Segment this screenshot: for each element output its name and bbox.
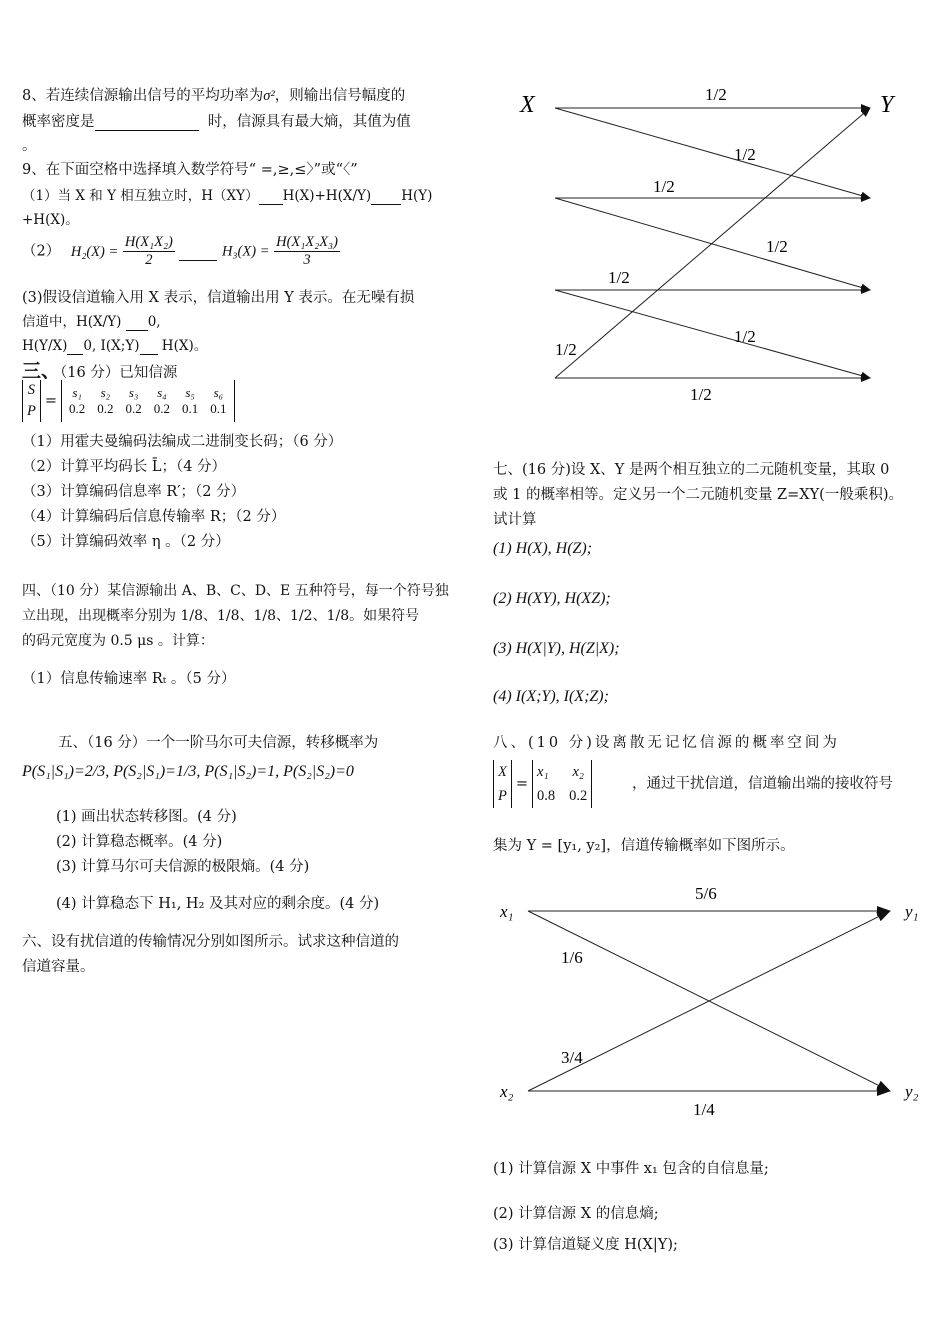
q9-part1-cont: +H(X)。: [22, 212, 79, 228]
q3-item-4: （4）计算编码后信息传输率 R；（2 分）: [22, 509, 286, 525]
edge-h: [555, 108, 870, 378]
q9-blank4[interactable]: [126, 314, 148, 331]
prob-label: 1/6: [561, 948, 583, 967]
q8-item-1: (1) 计算信源 X 中事件 x₁ 包含的自信息量;: [493, 1161, 769, 1177]
prob-label: 1/2: [705, 85, 727, 104]
channel-diagram-2: [495, 875, 935, 1125]
q5-item-4: (4) 计算稳态下 H₁, H₂ 及其对应的剩余度。(4 分): [56, 896, 380, 912]
q3-item-2: （2）计算平均码长 L̄；（4 分）: [22, 459, 227, 475]
q8b-matrix: X P = x₁ x₂ 0.8 0.2: [493, 760, 592, 808]
edge-f: [555, 290, 870, 378]
q8b-line3: 集为 Y = [y₁, y₂]，信道传输概率如下图所示。: [493, 838, 795, 854]
q7-item-4: (4) I(X;Y), I(X;Z);: [493, 688, 609, 705]
q5-item-3: (3) 计算马尔可夫信源的极限熵。(4 分): [56, 859, 310, 875]
q8-line3: 。: [22, 138, 37, 154]
q3-item-5: （5）计算编码效率 η 。（2 分）: [22, 534, 230, 550]
q9-blank5[interactable]: [67, 338, 83, 355]
q8b-line2: ，通过干扰信道，信道输出端的接收符号: [632, 776, 893, 792]
q9-title: 9、在下面空格中选择填入数学符号“ =,≥,≤〉”或“〈”: [22, 162, 358, 178]
q9-blank1[interactable]: [259, 188, 283, 205]
q7-item-1: (1) H(X), H(Z);: [493, 540, 593, 557]
q4-line3: 的码元宽度为 0.5 μs 。计算：: [22, 633, 214, 649]
q5-line1: 五、（16 分）一个一阶马尔可夫信源，转移概率为: [58, 735, 379, 751]
diagram1-x-label: X: [520, 92, 535, 118]
q9-part3a: (3)假设信道输入用 X 表示，信道输出用 Y 表示。在无噪有损: [22, 290, 415, 306]
diagram2-x2: x₂: [500, 1082, 514, 1101]
q4-item-1: （1）信息传输速率 Rₜ 。（5 分）: [22, 671, 236, 687]
q3-item-1: （1）用霍夫曼编码法编成二进制变长码；（6 分）: [22, 434, 343, 450]
q8b-line1: 八、(10 分)设离散无记忆信源的概率空间为: [493, 735, 840, 751]
q9-part3b: 信道中，H(X/Y) 0,: [22, 314, 161, 330]
diagram2-y1: y₁: [905, 902, 919, 921]
q5-formula: P(S₁|S₁)=2/3, P(S₂|S₁)=1/3, P(S₁|S₂)=1, P(S₂|S₂)=0: [22, 763, 354, 780]
q8-blank[interactable]: [95, 114, 199, 131]
q7-line1: 七、(16 分)设 X、Y 是两个相互独立的二元随机变量，其取 0: [493, 462, 890, 478]
prob-label: 1/2: [734, 145, 756, 164]
q8-line2: 概率密度是 时，信源具有最大熵，其值为值: [22, 114, 411, 130]
q4-line2: 立出现，出现概率分别为 1/8、1/8、1/8、1/2、1/8。如果符号: [22, 608, 420, 624]
q9-part2: （2） H₂(X) = $\frac{\text{H(X₁X₂)}}{2}$ H₃(X) = $\frac{\text{H(X₁X₂X₃)}}{3}$: [22, 234, 338, 268]
q7-line2: 或 1 的概率相等。定义另一个二元随机变量 Z=XY(一般乘积)。: [493, 487, 903, 503]
q9-blank2[interactable]: [371, 188, 401, 205]
prob-label: 5/6: [695, 884, 717, 903]
q6-line2: 信道容量。: [22, 959, 95, 975]
q5-item-1: (1) 画出状态转移图。(4 分): [56, 809, 237, 825]
prob-label: 1/2: [555, 340, 577, 359]
q9-blank6[interactable]: [140, 338, 158, 355]
q8-line1: 8、若连续信源输出信号的平均功率为σ²，则输出信号幅度的: [22, 88, 406, 104]
prob-label: 1/2: [734, 327, 756, 346]
prob-label: 1/2: [653, 177, 675, 196]
edge-d: [555, 198, 870, 290]
q8-item-2: (2) 计算信源 X 的信息熵;: [493, 1206, 659, 1222]
q6-line1: 六、设有扰信道的传输情况分别如图所示。试求这种信道的: [22, 934, 399, 950]
prob-label: 1/2: [766, 237, 788, 256]
q9-part1: （1）当 X 和 Y 相互独立时，H（XY） H(X)+H(X/Y) H(Y): [22, 188, 433, 204]
q3-title: 三、（16 分）已知信源: [22, 360, 178, 382]
diagram2-y2: y₂: [905, 1082, 919, 1101]
q3-item-3: （3）计算编码信息率 R′；（2 分）: [22, 484, 246, 500]
prob-label: 1/2: [690, 385, 712, 404]
q9-blank3[interactable]: [179, 244, 217, 261]
q7-item-2: (2) H(XY), H(XZ);: [493, 590, 611, 607]
q7-item-3: (3) H(X|Y), H(Z|X);: [493, 640, 620, 657]
q7-line3: 试计算: [493, 512, 537, 528]
channel-diagram-1: [500, 80, 920, 410]
q5-item-2: (2) 计算稳态概率。(4 分): [56, 834, 223, 850]
q3-source-matrix: S P = s₁ s₂ s₃ s₄ s₅ s₆ 0.2 0.2 0.2 0.2 0.1 0.1: [22, 380, 235, 422]
prob-label: 1/2: [608, 268, 630, 287]
diagram2-x1: x₁: [500, 902, 514, 921]
diagram1-y-label: Y: [880, 92, 894, 118]
q9-part3c: H(Y/X) 0, I(X;Y) H(X)。: [22, 338, 208, 354]
prob-label: 1/4: [693, 1100, 715, 1119]
edge-b: [555, 108, 870, 198]
prob-label: 3/4: [561, 1048, 583, 1067]
q4-line1: 四、（10 分）某信源输出 A、B、C、D、E 五种符号，每一个符号独: [22, 583, 449, 599]
q8-item-3: (3) 计算信道疑义度 H(X|Y);: [493, 1237, 678, 1253]
